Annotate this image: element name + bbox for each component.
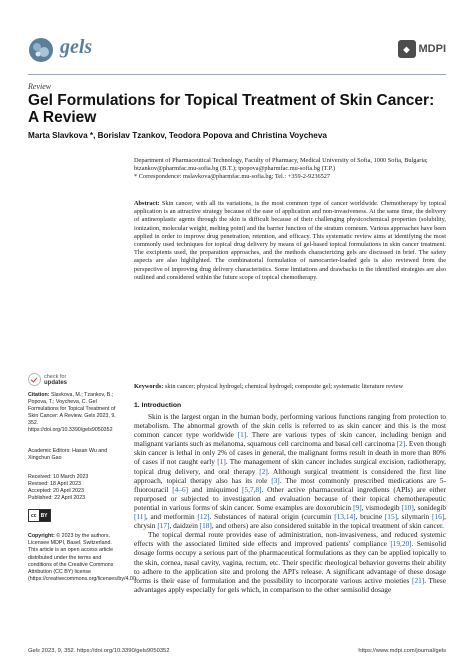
reference-link[interactable]: [1]	[217, 457, 226, 467]
reference-link[interactable]: [5,7,8]	[242, 484, 262, 494]
citation-block	[28, 392, 120, 435]
reference-link[interactable]: [19,20]	[390, 539, 412, 549]
reference-link[interactable]: [9]	[353, 502, 362, 512]
journal-name: gels	[60, 36, 93, 58]
reference-link[interactable]: [21]	[412, 575, 425, 585]
footer-journal-url[interactable]: https://www.mdpi.com/journal/gels	[358, 648, 446, 654]
citation-text: Slavkova, M.; Tzankov, B.; Popova, T.; Voycheva, C. Gel Formulations for Topical Treatment of Skin Cancer: A Review. Gels 2023, 9, 352. https://doi.org/10.3390/gels9050352	[28, 392, 116, 434]
reference-link[interactable]: [2]	[396, 439, 406, 449]
gels-logo-icon	[28, 37, 54, 63]
reference-link[interactable]: [11]	[134, 512, 146, 522]
abstract-label: Abstract:	[134, 200, 160, 207]
check-updates-line-1: check for	[44, 373, 67, 380]
received-date: Received: 10 March 2023	[28, 474, 89, 480]
intro-paragraph-2: The topical dermal route provides ease of administration, non-invasiveness, and reduced systemic effects with the associated limited side effects and improved patients' compliance [19,20]. Semisolid dosage forms occupy a serious part of the pharmaceutical formulations as they can be applied topically to the skin, cornea, nasal cavity, vagina, rectum, etc. Their specific rheological behavior governs their ability to adhere to the application site and prolong the API's release. A significant advantage of these dosage forms is their ease of formulation and the possibility to incorporate various active moieties [21]. These advantages apply especially for gels which, in comparison to the other semisolid dosage	[134, 530, 446, 594]
mdpi-logo	[398, 40, 447, 58]
abstract-text: Skin cancer, with all its variations, is the most common type of cancer worldwide. Chemotherapy by topical application is an attractive strategy because of the ease of application and non-invasiveness. At the same time, the delivery of antineoplastic agents through the skin is difficult because of their challenging physicochemical properties (solubility, ionization, molecular weight, melting point) and the barrier function of the stratum corneum. Various approaches have been applied in order to improve drug penetration, retention, and efficacy. This systematic review aims at identifying the most commonly used techniques for topical drug delivery by means of gel-based topical formulations in skin cancer treatment. The excipients used, the preparation approaches, and the methods characterizing gels are discussed in brief. The safety aspects are also highlighted. The combinatorial formulation of nanocarrier-loaded gels is also reviewed from the perspective of improving drug delivery characteristics. Some limitations and drawbacks in the identified strategies are also outlined and considered within the future scope of topical chemotherapy.	[134, 200, 446, 281]
reference-link[interactable]: [1]	[237, 430, 247, 440]
introduction-body	[134, 412, 446, 594]
check-updates-line-2: updates	[44, 379, 68, 386]
reference-link[interactable]: [18]	[199, 521, 212, 531]
keywords	[134, 383, 446, 391]
reference-link[interactable]: [16]	[432, 512, 445, 522]
reference-link[interactable]: [17]	[157, 521, 170, 531]
accepted-date: Accepted: 20 April 2023	[28, 488, 84, 495]
by-icon: BY	[39, 510, 50, 521]
publication-dates	[28, 474, 120, 502]
reference-link[interactable]: [12]	[197, 512, 210, 522]
revised-date: Revised: 18 April 2023	[28, 481, 82, 488]
authors-text: Marta Slavkova *, Borislav Tzankov, Teodora Popova and Christina Voycheva	[28, 131, 327, 140]
cc-icon: cc	[29, 510, 39, 521]
correspondence-line: * Correspondence: mslavkova@pharmfac.mu-sofia.bg; Tel.: +359-2-9236527	[134, 173, 331, 181]
footer-citation: Gels 2023, 9, 352. https://doi.org/10.3390/gels9050352	[28, 648, 170, 654]
keywords-text: skin cancer; physical hydrogel; chemical hydrogel; composite gel; systematic literature review	[164, 383, 404, 390]
author-list	[28, 131, 327, 140]
intro-paragraph-1: Skin is the largest organ in the human body, performing various functions ranging from protection to metabolism. The abnormal growth of the skin cells is referred to as skin cancer and this is the most common cancer type worldwide [1]. There are various types of skin cancer, including benign and malignant variants such as melanoma, squamous cell carcinoma and basal cell carcinoma [2]. Even though skin cancer is lethal in only 2% of cases in general, the malignant forms result in death in more than 80% of cases if not caught early [1]. The management of skin cancer includes surgical excision, radiotherapy, topical drug delivery, and oral therapy [2]. Although surgical treatment is considered the first line approach, topical therapy also has its role [3]. The most commonly prescribed medications are 5-fluorouracil [4–6] and imiquimod [5,7,8]. Other active pharmaceutical ingredients (APIs) are either repurposed or subjected to investigation and evaluation because of their topical chemotherapeutic potential in various forms of skin cancer. Some examples are doxorubicin [9], vismodegib [10], sonidegib [11], and metformin [12]. Substances of natural origin (curcumin [13,14], brucine [15], silymarin [16], chrysin [17], daidzein [18], and others) are also considered suitable in the topical treatment of skin cancer.	[134, 412, 446, 531]
page-footer	[28, 648, 446, 654]
reference-link[interactable]: [15]	[384, 512, 398, 522]
affiliation-line-1: Department of Pharmaceutical Technology, Faculty of Pharmacy, Medical University of Sofia, 1000 Sofia, Bulgaria;	[134, 157, 428, 164]
citation-label: Citation:	[28, 392, 50, 398]
check-for-updates-button[interactable]	[28, 373, 67, 386]
reference-link[interactable]: [3]	[271, 475, 280, 485]
article-title: Gel Formulations for Topical Treatment of Skin Cancer: A Review	[28, 92, 435, 126]
mdpi-badge-icon: ◆	[398, 40, 416, 58]
reference-link[interactable]: [13,14]	[334, 512, 356, 522]
publisher-name: MDPI	[418, 43, 446, 55]
article-type: Review	[28, 82, 52, 91]
reference-link[interactable]: [4–6]	[172, 484, 189, 494]
copyright-block	[28, 528, 138, 588]
reference-link[interactable]: [2]	[259, 466, 268, 476]
affiliation-line-2: btzankov@pharmfac.mu-sofia.bg (B.T.); tpopova@pharmfac.mu-sofia.bg (T.P.)	[134, 165, 336, 173]
keywords-label: Keywords:	[134, 383, 164, 390]
check-updates-icon	[28, 373, 41, 386]
published-date: Published: 22 April 2023	[28, 495, 86, 502]
section-heading-introduction: 1. Introduction	[134, 402, 182, 409]
abstract	[134, 200, 446, 282]
cc-by-license-icon[interactable]	[28, 509, 51, 522]
affiliation-block	[134, 157, 446, 182]
copyright-text: © 2023 by the authors. Licensee MDPI, Basel, Switzerland. This article is an open access article distributed under the terms and conditions of the Creative Commons Attribution (CC BY) license (https://creativecommons.org/licenses/by/4.0/).	[28, 533, 138, 582]
header-divider	[28, 74, 446, 75]
reference-link[interactable]: [10]	[401, 502, 414, 512]
copyright-label: Copyright:	[28, 533, 55, 540]
academic-editors: Academic Editors: Hasan Wu and Xingchun Gao	[28, 448, 108, 462]
